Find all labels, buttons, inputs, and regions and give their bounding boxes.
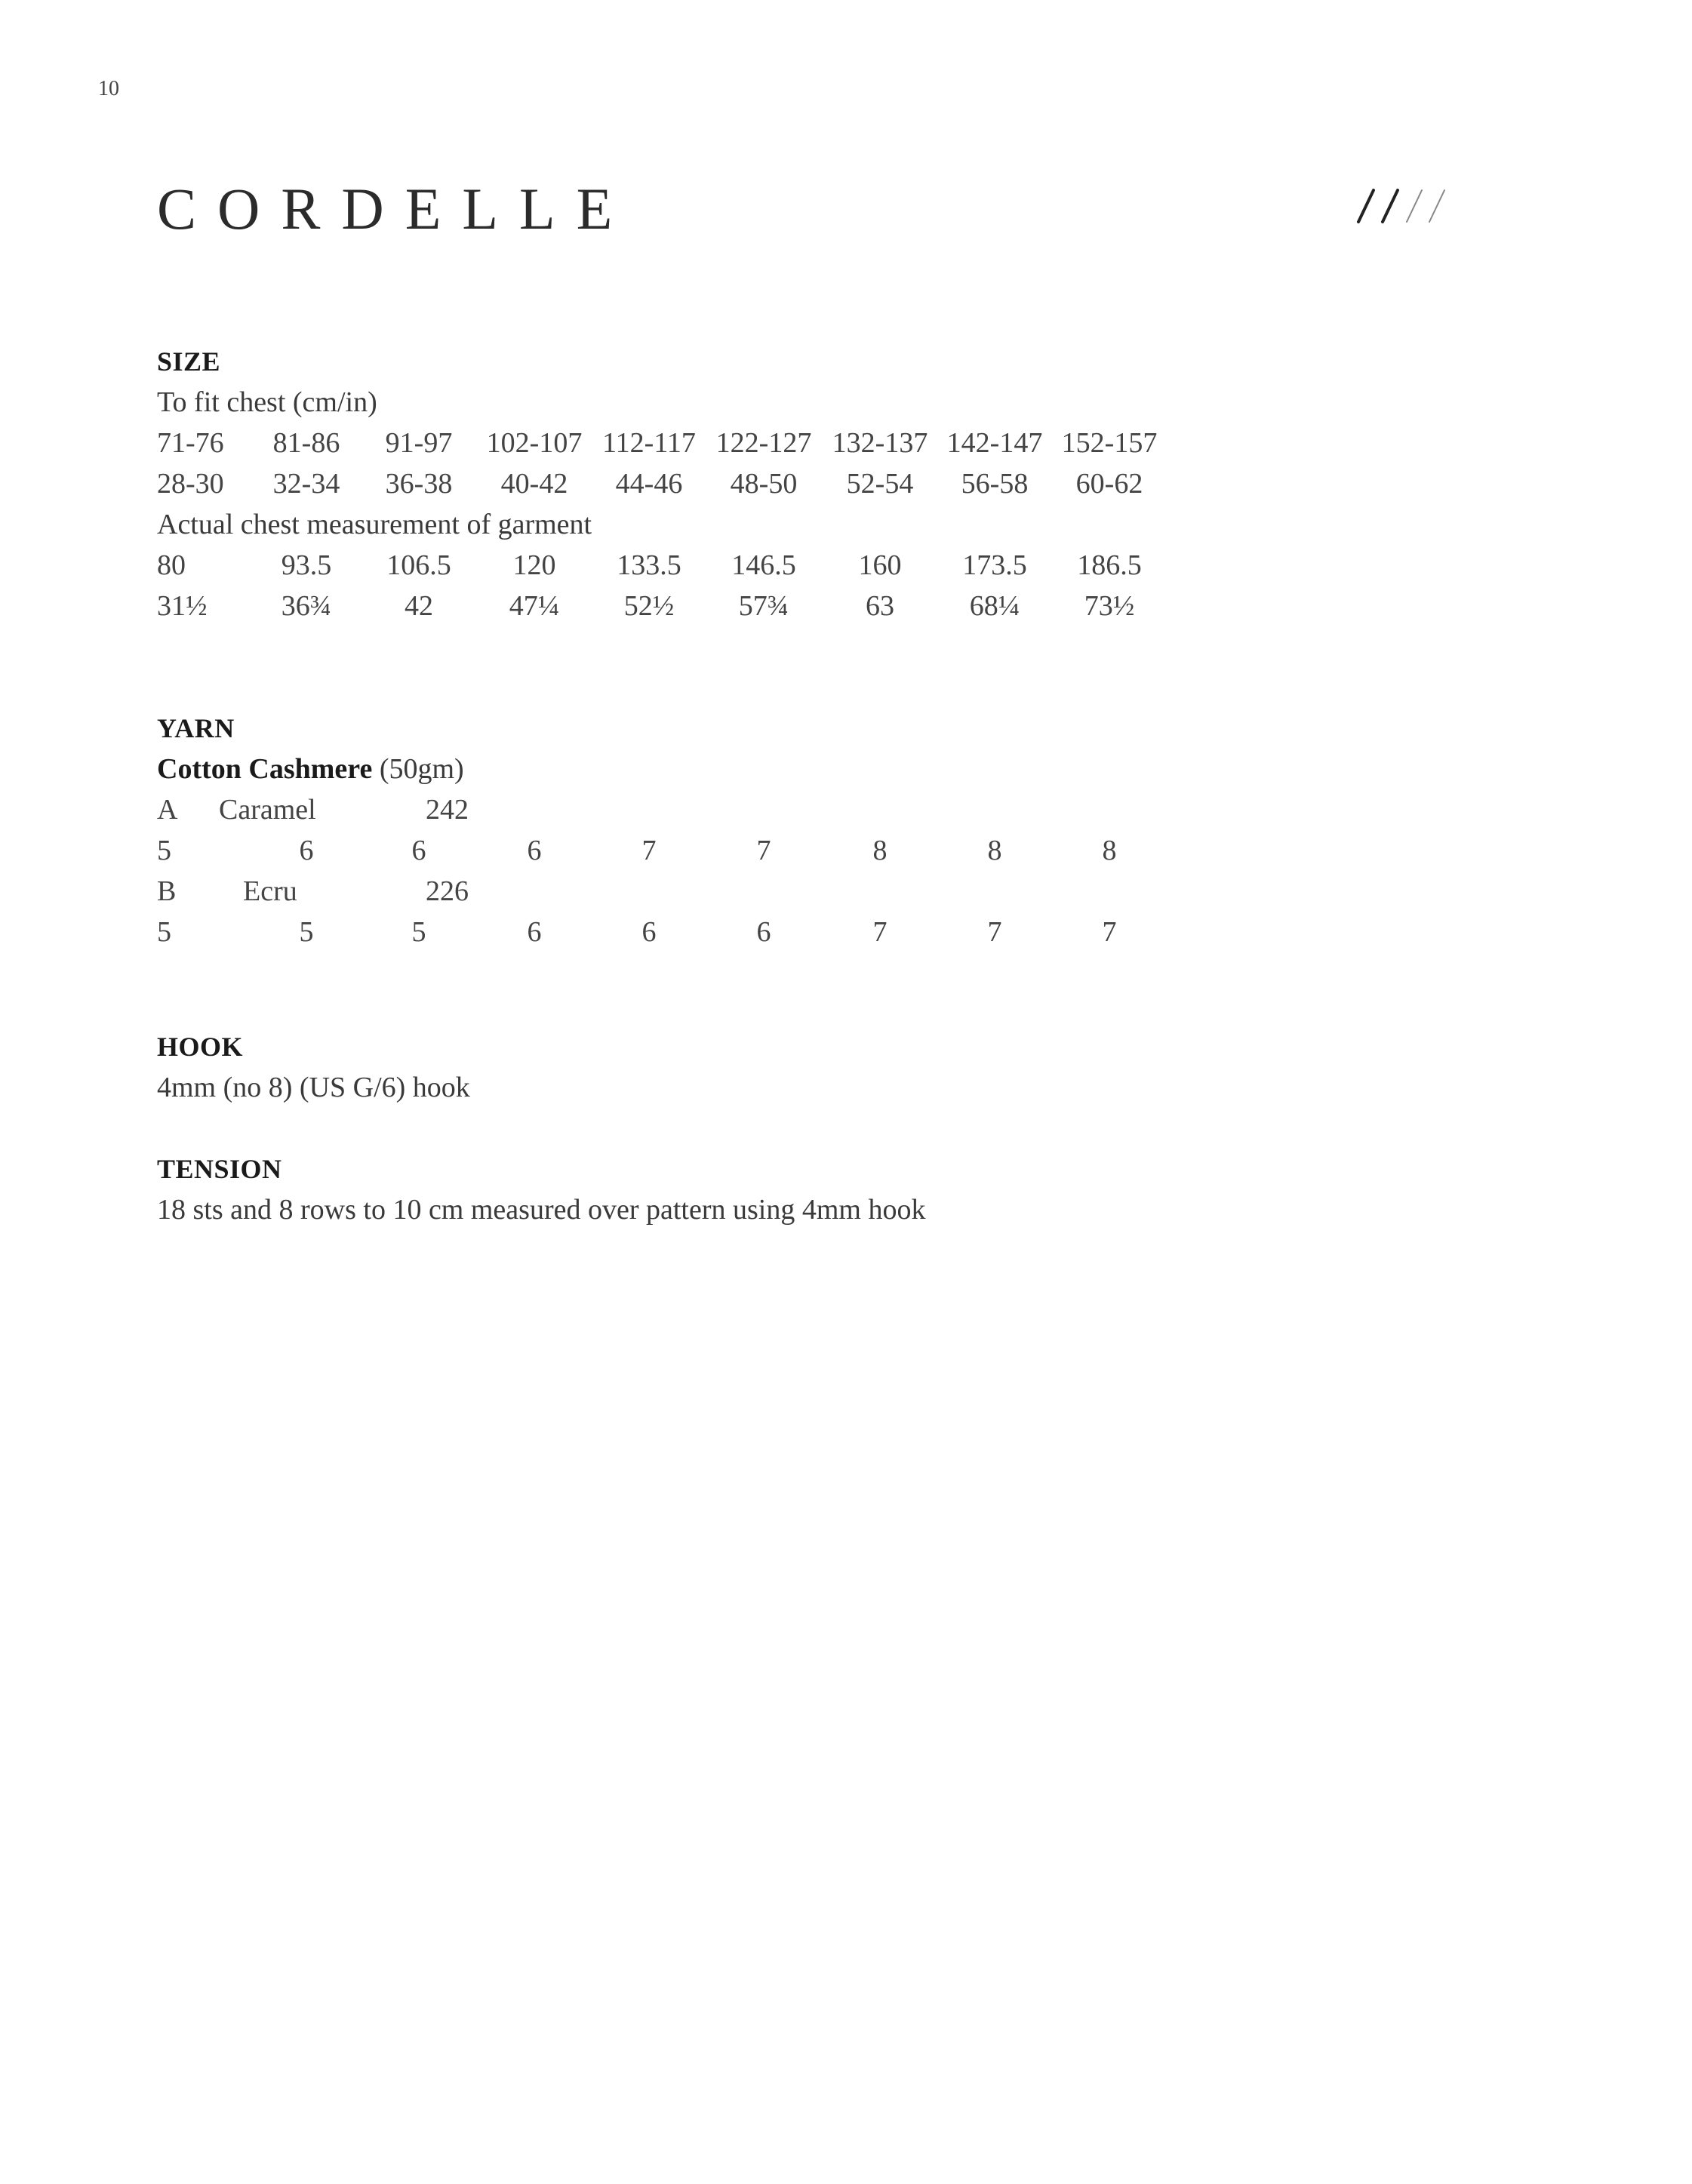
table-cell: 120 (512, 549, 556, 581)
table-cell: 47¼ (509, 590, 560, 622)
yarn-section (157, 708, 1289, 952)
table-cell: 6 (641, 916, 657, 948)
table-cell: 132-137 (832, 427, 928, 459)
size-heading: SIZE (157, 346, 221, 377)
table-cell: 91-97 (385, 427, 453, 459)
table-cell: 73½ (1084, 590, 1135, 622)
table-cell: 52½ (623, 590, 675, 622)
table-cell: 186.5 (1077, 549, 1142, 581)
table-cell: 7 (1102, 916, 1117, 948)
table-cell: 6 (527, 916, 542, 948)
table-cell: 142-147 (946, 427, 1043, 459)
table-cell: 7 (987, 916, 1002, 948)
fit-cm-row (157, 423, 1289, 463)
table-cell: 122-127 (715, 427, 812, 459)
color-a-letter: A (157, 794, 178, 826)
table-cell: 60-62 (1075, 468, 1143, 500)
page-title: CORDELLE (157, 176, 634, 241)
hook-heading: HOOK (157, 1032, 244, 1062)
size-section (157, 341, 1289, 626)
tension-section (157, 1149, 1289, 1230)
tension-text: 18 sts and 8 rows to 10 cm measured over pattern using 4mm hook (157, 1194, 926, 1226)
table-cell: 32-34 (272, 468, 340, 500)
table-cell: 7 (756, 835, 771, 866)
color-b-code: 226 (426, 875, 469, 907)
table-cell: 8 (872, 835, 888, 866)
table-cell: 6 (299, 835, 314, 866)
table-cell: 81-86 (272, 427, 340, 459)
table-cell: 63 (866, 590, 894, 622)
table-cell: 40-42 (500, 468, 568, 500)
yarn-weight: (50gm) (372, 753, 464, 785)
fit-chest-label: To fit chest (cm/in) (157, 386, 377, 418)
table-cell: 5 (411, 916, 426, 948)
table-cell: 6 (527, 835, 542, 866)
color-b-letter: B (157, 875, 177, 907)
table-cell: 48-50 (730, 468, 798, 500)
tension-heading: TENSION (157, 1154, 282, 1184)
color-a-name: Caramel (219, 794, 316, 826)
color-a-quantities-row (157, 830, 1289, 871)
table-cell: 102-107 (486, 427, 583, 459)
table-cell: 8 (1102, 835, 1117, 866)
actual-cm-row (157, 545, 1289, 586)
table-cell: 133.5 (617, 549, 681, 581)
table-cell: 93.5 (281, 549, 332, 581)
color-a-code: 242 (426, 794, 469, 826)
table-cell: 6 (756, 916, 771, 948)
table-cell: 7 (872, 916, 888, 948)
color-a-row (157, 789, 1289, 830)
table-cell: 160 (858, 549, 902, 581)
color-b-quantities-row (157, 912, 1289, 952)
hook-section (157, 1026, 1289, 1108)
table-cell: 6 (411, 835, 426, 866)
table-cell: 56-58 (961, 468, 1029, 500)
table-cell: 7 (641, 835, 657, 866)
table-cell: 5 (157, 835, 171, 866)
color-b-row (157, 871, 1289, 912)
hook-text: 4mm (no 8) (US G/6) hook (157, 1072, 470, 1103)
yarn-heading: YARN (157, 713, 235, 743)
color-b-name: Ecru (243, 875, 297, 907)
table-cell: 36¾ (281, 590, 332, 622)
actual-chest-label: Actual chest measurement of garment (157, 509, 592, 540)
table-cell: 52-54 (846, 468, 914, 500)
decorative-slashes-icon (1345, 180, 1451, 232)
table-cell: 106.5 (386, 549, 451, 581)
yarn-name-line (157, 749, 1289, 789)
table-cell: 36-38 (385, 468, 453, 500)
table-cell: 71-76 (157, 427, 224, 459)
table-cell: 8 (987, 835, 1002, 866)
table-cell: 57¾ (738, 590, 789, 622)
table-cell: 44-46 (615, 468, 683, 500)
fit-in-row (157, 463, 1289, 504)
yarn-name: Cotton Cashmere (157, 753, 373, 785)
table-cell: 5 (299, 916, 314, 948)
table-cell: 31½ (157, 590, 208, 622)
table-cell: 5 (157, 916, 171, 948)
page-number: 10 (98, 77, 119, 100)
table-cell: 112-117 (602, 427, 696, 459)
actual-in-row (157, 586, 1289, 626)
table-cell: 152-157 (1061, 427, 1158, 459)
table-cell: 42 (405, 590, 433, 622)
table-cell: 173.5 (962, 549, 1027, 581)
table-cell: 146.5 (731, 549, 796, 581)
table-cell: 68¼ (969, 590, 1020, 622)
table-cell: 28-30 (157, 468, 224, 500)
table-cell: 80 (157, 549, 186, 581)
